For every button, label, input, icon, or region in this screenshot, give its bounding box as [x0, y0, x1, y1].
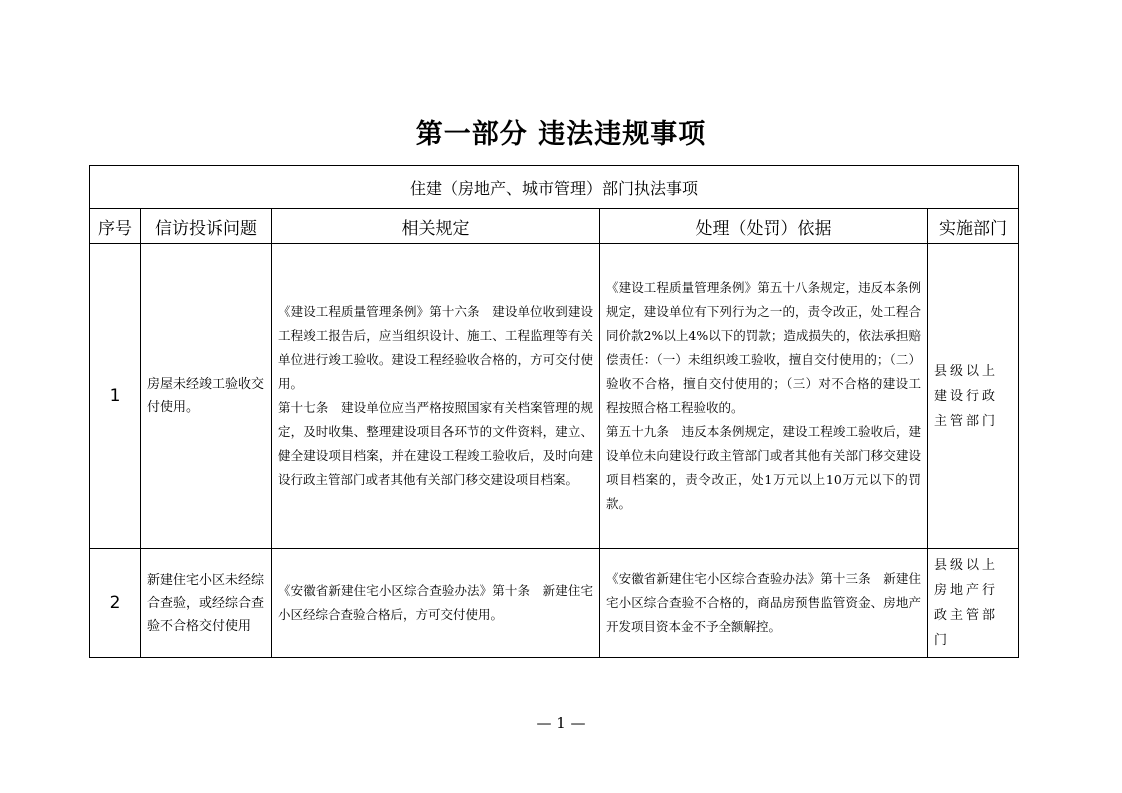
- row-department: 县级以上房地产行政主管部门: [928, 549, 1019, 658]
- basis-paragraph: 《建设工程质量管理条例》第五十八条规定，违反本条例规定，建设单位有下列行为之一的，责令改正，处工程合同价款2%以上4%以下的罚款；造成损失的，依法承担赔偿责任：（一）未组织竣工验收，擅自交付使用的；（二）验收不合格，擅自交付使用的；（三）对不合格的建设工程按照合格工程验收的。: [606, 280, 921, 415]
- row-regulation: [272, 244, 600, 549]
- column-header-basis: 处理（处罚）依据: [600, 209, 928, 244]
- row-basis: [600, 549, 928, 658]
- column-header-department: 实施部门: [928, 209, 1019, 244]
- section-header-row: [90, 166, 1019, 209]
- column-header-number: 序号: [90, 209, 141, 244]
- section-header: 住建（房地产、城市管理）部门执法事项: [90, 166, 1019, 209]
- table-row: [90, 549, 1019, 658]
- enforcement-table: [89, 165, 1019, 658]
- regulation-paragraph: 《建设工程质量管理条例》第十六条 建设单位收到建设工程竣工报告后，应当组织设计、施工、工程监理等有关单位进行竣工验收。建设工程经验收合格的，方可交付使用。: [278, 304, 593, 391]
- page-title: 第一部分 违法违规事项: [415, 119, 707, 150]
- row-regulation: [272, 549, 600, 658]
- page-number: — 1 —: [536, 714, 586, 732]
- row-number: 2: [90, 549, 141, 658]
- row-number: 1: [90, 244, 141, 549]
- column-header-issue: 信访投诉问题: [141, 209, 272, 244]
- regulation-paragraph: 第十七条 建设单位应当严格按照国家有关档案管理的规定，及时收集、整理建设项目各环节的文件资料，建立、健全建设项目档案，并在建设工程竣工验收后，及时向建设行政主管部门或者其他有关部门移交建设项目档案。: [278, 400, 593, 487]
- row-issue: 房屋未经竣工验收交付使用。: [141, 244, 272, 549]
- column-header-regulation: 相关规定: [272, 209, 600, 244]
- basis-paragraph: 《安徽省新建住宅小区综合查验办法》第十三条 新建住宅小区综合查验不合格的，商品房预售监管资金、房地产开发项目资本金不予全额解控。: [606, 571, 921, 634]
- row-department: 县级以上建设行政主管部门: [928, 244, 1019, 549]
- regulation-paragraph: 《安徽省新建住宅小区综合查验办法》第十条 新建住宅小区经综合查验合格后，方可交付使用。: [278, 583, 593, 622]
- basis-paragraph: 第五十九条 违反本条例规定，建设工程竣工验收后，建设单位未向建设行政主管部门或者其他有关部门移交建设项目档案的，责令改正，处1万元以上10万元以下的罚款。: [606, 424, 921, 511]
- table-row: [90, 244, 1019, 549]
- row-issue: 新建住宅小区未经综合查验，或经综合查验不合格交付使用: [141, 549, 272, 658]
- row-basis: [600, 244, 928, 549]
- column-header-row: [90, 209, 1019, 244]
